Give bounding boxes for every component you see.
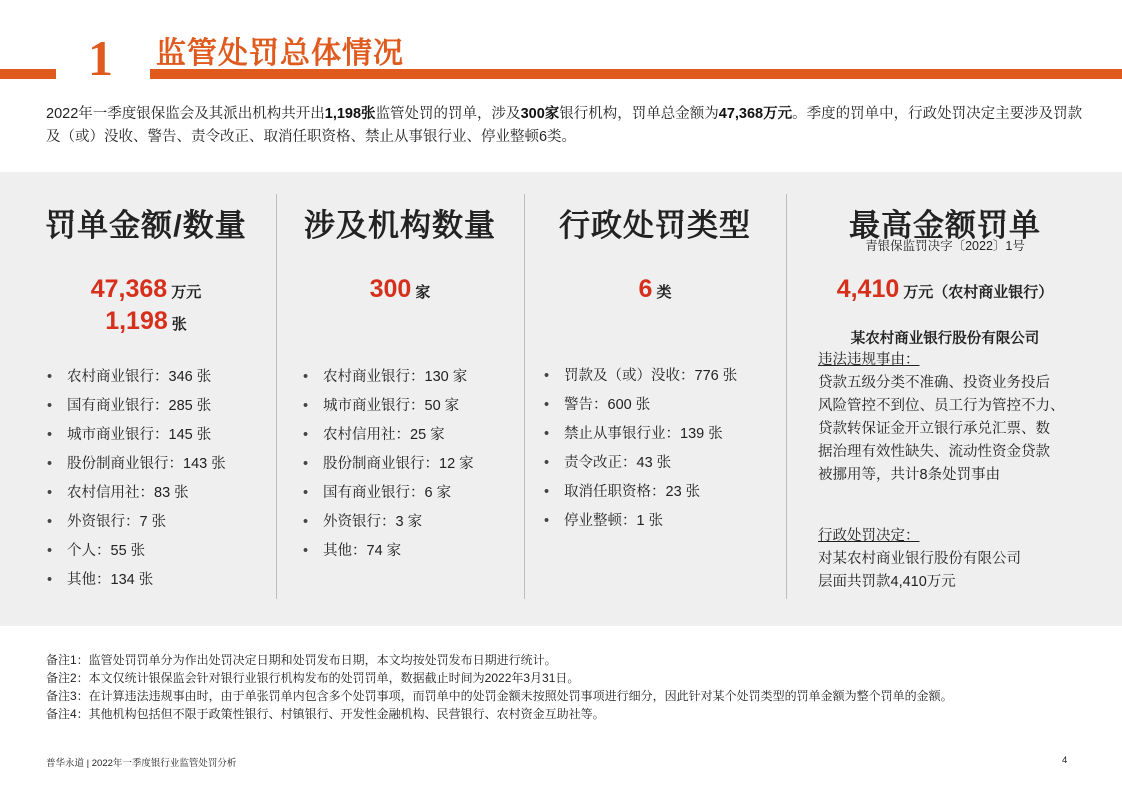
violation-line: 被挪用等，共计8条处罚事由: [818, 467, 1001, 483]
column-divider: [786, 194, 787, 599]
institution-breakdown-list: [303, 363, 474, 566]
list-item: • 股份制商业银行：143 张: [47, 450, 226, 479]
list-item: • 城市商业银行：145 张: [47, 421, 226, 450]
violation-line: 风险管控不到位、员工行为管控不力、: [818, 398, 1065, 414]
list-item: • 股份制商业银行：12 家: [303, 450, 474, 479]
violation-line: 贷款五级分类不准确、投资业务投后: [818, 375, 1050, 391]
total-amount: 47,368万元: [718, 106, 793, 122]
list-item: • 农村商业银行：130 家: [303, 363, 474, 392]
institution-highlight: 300 家: [369, 275, 431, 303]
types-highlight: 6 类: [638, 275, 672, 303]
penalty-decision: [818, 525, 1021, 594]
column-title: 涉及机构数量: [304, 208, 496, 243]
column-title: 行政处罚类型: [559, 208, 751, 243]
list-item: • 禁止从事银行业：139 张: [544, 420, 737, 449]
institution-count: 300家: [520, 106, 560, 122]
violation-reasons: [818, 349, 1065, 487]
list-item: • 停业整顿：1 张: [544, 507, 737, 536]
list-item: • 农村商业银行：346 张: [47, 363, 226, 392]
footnote: 备注3：在计算违法违规事由时，由于单张罚单内包含多个处罚事项，而罚单中的处罚金额未按照处罚事项进行细分，因此针对某个处罚类型的罚单金额为整个罚单的金额。: [46, 689, 953, 703]
list-item: • 国有商业银行：285 张: [47, 392, 226, 421]
list-item: • 国有商业银行：6 家: [303, 479, 474, 508]
violation-line: 贷款转保证金开立银行承兑汇票、数: [818, 421, 1050, 437]
list-item: • 城市商业银行：50 家: [303, 392, 474, 421]
decision-number: 青银保监罚决字〔2022〕1号: [865, 239, 1025, 253]
penalty-types-list: [544, 362, 737, 536]
list-item: • 外资银行：3 家: [303, 508, 474, 537]
footer-text: 普华永道 | 2022年一季度银行业监管处罚分析: [46, 758, 237, 769]
violation-line: 据治理有效性缺失、流动性资金贷款: [818, 444, 1050, 460]
column-title: 罚单金额/数量: [45, 208, 247, 243]
column-divider: [276, 194, 277, 599]
list-item: • 取消任职资格：23 张: [544, 478, 737, 507]
decision-label: 行政处罚决定：: [818, 528, 920, 544]
section-number: 1: [88, 30, 113, 86]
list-item: • 警告：600 张: [544, 391, 737, 420]
list-item: • 外资银行：7 张: [47, 508, 226, 537]
bank-name: 某农村商业银行股份有限公司: [850, 331, 1040, 347]
decision-line: 层面共罚款4,410万元: [818, 574, 956, 590]
header-accent-bar-left: [0, 69, 56, 79]
summary-panel: [0, 172, 1122, 626]
column-title: 最高金额罚单: [849, 208, 1041, 243]
highest-amount-highlight: 4,410 万元（农村商业银行）: [836, 275, 1054, 303]
decision-line: 对某农村商业银行股份有限公司: [818, 551, 1021, 567]
footnote: 备注2：本文仅统计银保监会针对银行业银行机构发布的处罚罚单，数据截止时间为2022年3月31日。: [46, 671, 580, 685]
footnote: 备注4：其他机构包括但不限于政策性银行、村镇银行、开发性金融机构、民营银行、农村资金互助社等。: [46, 707, 605, 721]
page-number: 4: [1062, 755, 1068, 766]
list-item: • 责令改正：43 张: [544, 449, 737, 478]
amount-breakdown-list: [47, 363, 226, 595]
footnote: 备注1：监管处罚罚单分为作出处罚决定日期和处罚发布日期，本文均按处罚发布日期进行统计。: [46, 653, 557, 667]
count-highlight: 1,198 张: [105, 307, 187, 335]
list-item: • 农村信用社：25 家: [303, 421, 474, 450]
intro-paragraph: 2022年一季度银保监会及其派出机构共开出1,198张监管处罚的罚单，涉及300家银行机构，罚单总金额为47,368万元。季度的罚单中，行政处罚决定主要涉及罚款及（或）没收、警告、责令改正、取消任职资格、禁止从事银行业、停业整顿6类。: [46, 106, 1083, 145]
list-item: • 其他：74 家: [303, 537, 474, 566]
column-penalty-types: [536, 172, 774, 626]
section-title: 监管处罚总体情况: [156, 36, 404, 71]
violation-label: 违法违规事由：: [818, 352, 920, 368]
amount-highlight: 47,368 万元: [90, 275, 202, 303]
column-institutions: [290, 172, 510, 626]
list-item: • 农村信用社：83 张: [47, 479, 226, 508]
ticket-count: 1,198张: [324, 106, 376, 122]
list-item: • 其他：134 张: [47, 566, 226, 595]
list-item: • 个人：55 张: [47, 537, 226, 566]
column-amount-count: [30, 172, 262, 626]
footnotes: [46, 651, 953, 723]
column-divider: [524, 194, 525, 599]
list-item: • 罚款及（或）没收：776 张: [544, 362, 737, 391]
